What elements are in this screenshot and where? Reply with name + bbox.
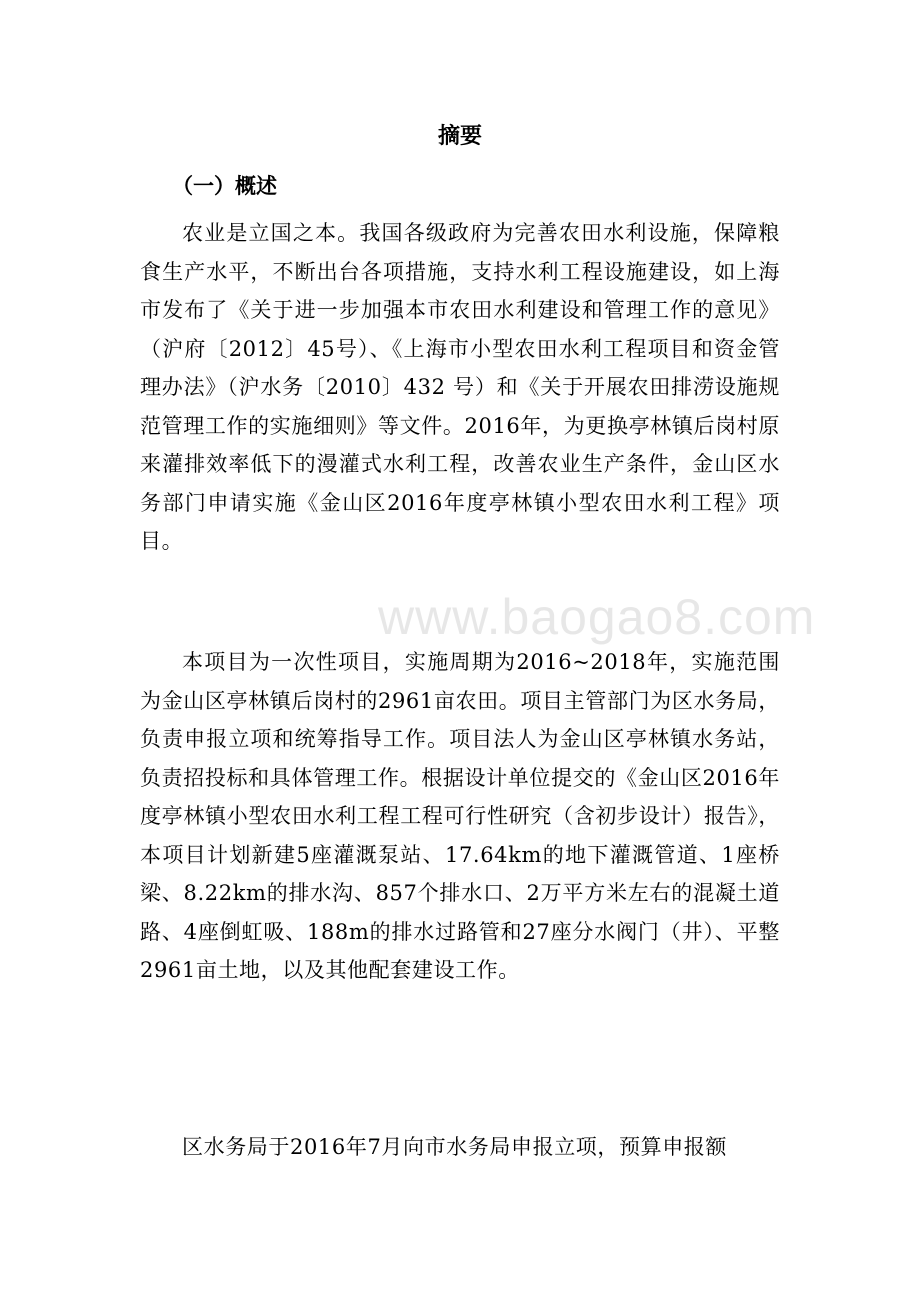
paragraph-project-scope: 本项目为一次性项目，实施周期为2016~2018年，实施范围为金山区亭林镇后岗村的2961亩农田。项目主管部门为区水务局，负责申报立项和统筹指导工作。项目法人为金山区亭林镇水务站，负责招投标和具体管理工作。根据设计单位提交的《金山区2016年度亭林镇小型农田水利工程工程可行性研究（含初步设计）报告》，本项目计划新建5座灌溉泵站、17.64km的地下灌溉管道、1座桥梁、8.22km的排水沟、857个排水口、2万平方米左右的混凝土道路、4座倒虹吸、188m的排水过路管和27座分水阀门（井）、平整2961亩土地，以及其他配套建设工作。 [140,650,780,982]
watermark: www.baogao8.com [378,589,816,645]
paragraph-budget: 区水务局于2016年7月向市水务局申报立项，预算申报额 [182,1135,728,1159]
paragraph-overview: 农业是立国之本。我国各级政府为完善农田水利设施，保障粮食生产水平，不断出台各项措施，支持水利工程设施建设，如上海市发布了《关于进一步加强本市农田水利建设和管理工作的意见》（沪府〔2012〕45号）、《上海市小型农田水利工程项目和资金管理办法》（沪水务〔2010〕432 号）和《关于开展农田排涝设施规范管理工作的实施细则》等文件。2016年，为更换亭林镇后岗村原来灌排效率低下的漫灌式水利工程，改善农业生产条件，金山区水务部门申请实施《金山区2016年度亭林镇小型农田水利工程》项目。 [140,221,780,553]
page-title: 摘要 [437,123,482,149]
section-heading: （一）概述 [172,173,277,198]
